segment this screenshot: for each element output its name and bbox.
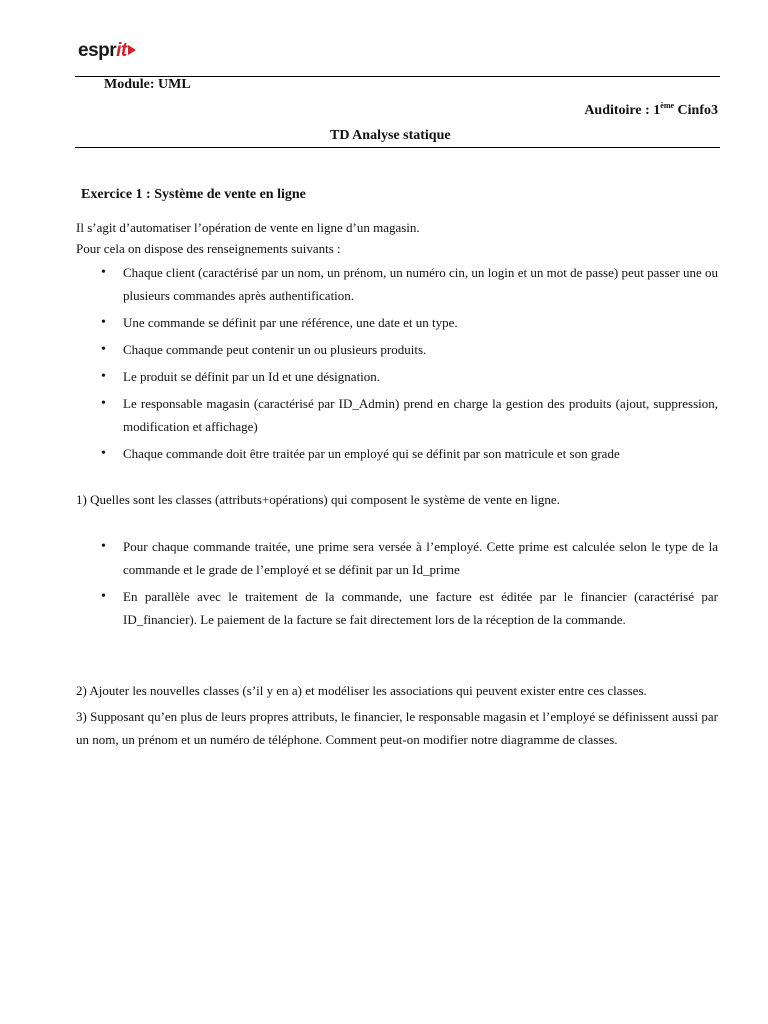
question-1: 1) Quelles sont les classes (attributs+opérations) qui composent le système de vente en ligne. [76, 492, 560, 507]
page-title: TD Analyse statique [330, 128, 451, 143]
question-3: 3) Supposant qu’en plus de leurs propres attributs, le financier, le responsable magasin et l’employé se définissent aussi par un nom, un prénom et un numéro de téléphone. Comment peut-on modifier notre diagramme de classes. [76, 709, 718, 747]
additional-requirements-list [76, 535, 718, 635]
auditoire-prefix: Auditoire : 1 [584, 103, 661, 118]
logo-accent: it [116, 40, 127, 61]
requirements-list [76, 261, 718, 469]
auditoire-suffix: Cinfo3 [674, 103, 718, 118]
list-item: • En parallèle avec le traitement de la commande, une facture est éditée par le financier (caractérisé par ID_financier). Le paiement de la facture se fait directement lors de la réception de la commande. [76, 585, 718, 631]
list-item: • Chaque commande doit être traitée par un employé qui se définit par son matricule et son grade [76, 442, 718, 465]
intro-line-2: Pour cela on dispose des renseignements suivants : [76, 241, 341, 256]
list-item: • Le responsable magasin (caractérisé par ID_Admin) prend en charge la gestion des produits (ajout, suppression, modification et affichage) [76, 392, 718, 438]
esprit-logo [78, 40, 136, 62]
header-bottom-rule [75, 147, 720, 148]
auditoire-sup: ème [660, 101, 675, 110]
logo-main: espr [78, 40, 117, 61]
list-item: • Le produit se définit par un Id et une désignation. [76, 365, 718, 388]
list-item: • Chaque client (caractérisé par un nom, un prénom, un numéro cin, un login et un mot de passe) peut passer une ou plusieurs commandes après authentification. [76, 261, 718, 307]
auditoire-label [584, 103, 718, 119]
logo-text [78, 40, 127, 61]
question-2: 2) Ajouter les nouvelles classes (s’il y en a) et modéliser les associations qui peuvent exister entre ces classes. [76, 683, 647, 698]
exercise-title: Exercice 1 : Système de vente en ligne [81, 187, 306, 202]
intro-line-1: Il s’agit d’automatiser l’opération de vente en ligne d’un magasin. [76, 220, 420, 235]
logo-arrow-icon [128, 45, 136, 55]
list-item: • Chaque commande peut contenir un ou plusieurs produits. [76, 338, 718, 361]
list-item: • Pour chaque commande traitée, une prime sera versée à l’employé. Cette prime est calculée selon le type de la commande et le grade de l’employé et se définit par un Id_prime [76, 535, 718, 581]
module-label: Module: UML [104, 77, 191, 92]
list-item: • Une commande se définit par une référence, une date et un type. [76, 311, 718, 334]
